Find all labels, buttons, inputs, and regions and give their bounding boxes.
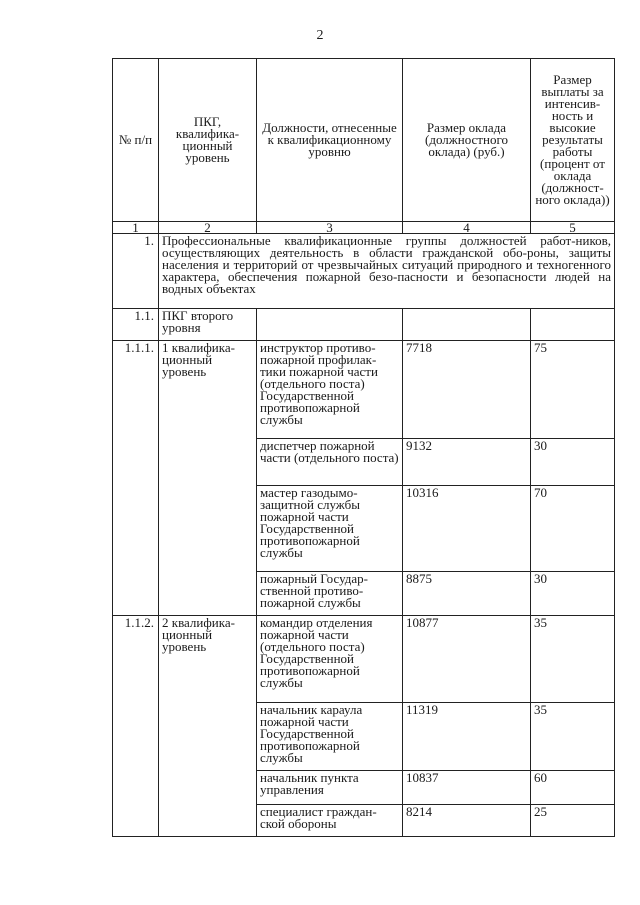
- salary-cell: 8875: [403, 572, 531, 616]
- salary-cell: 9132: [403, 439, 531, 486]
- empty-cell: [403, 309, 531, 341]
- section-number: 1.: [113, 234, 159, 309]
- header-col-pkg: ПКГ, квалифика-ционный уровень: [159, 59, 257, 222]
- percent-cell: 25: [531, 805, 615, 837]
- percent-cell: 35: [531, 616, 615, 703]
- level-number: 1.1.2.: [113, 616, 159, 837]
- header-col-bonus: Размер выплаты за интенсив-ность и высокие результаты работы (процент от оклада (должност-ного оклада)): [531, 59, 615, 222]
- salary-table: [112, 58, 615, 837]
- pkg-row: [113, 309, 615, 341]
- percent-cell: 30: [531, 572, 615, 616]
- position-cell: командир отделения пожарной части (отдельного поста) Государственной противопожарной службы: [257, 616, 403, 703]
- position-cell: пожарный Государ-ственной противо-пожарной службы: [257, 572, 403, 616]
- page-number: 2: [316, 28, 324, 43]
- salary-cell: 10877: [403, 616, 531, 703]
- column-number: 1: [113, 222, 159, 234]
- section-row: [113, 234, 615, 309]
- position-cell: инструктор противо-пожарной профилак-тики пожарной части (отдельного поста) Государственной противопожарной службы: [257, 341, 403, 439]
- percent-cell: 75: [531, 341, 615, 439]
- percent-cell: 30: [531, 439, 615, 486]
- salary-cell: 10837: [403, 771, 531, 805]
- position-cell: специалист граждан-ской обороны: [257, 805, 403, 837]
- salary-cell: 10316: [403, 486, 531, 572]
- percent-cell: 70: [531, 486, 615, 572]
- column-number: 2: [159, 222, 257, 234]
- column-numbers-row: [113, 222, 615, 234]
- header-col-position: Должности, отнесенные к квалификационному уровню: [257, 59, 403, 222]
- column-number: 4: [403, 222, 531, 234]
- level-number: 1.1.1.: [113, 341, 159, 616]
- percent-cell: 60: [531, 771, 615, 805]
- pkg-number: 1.1.: [113, 309, 159, 341]
- header-row: [113, 59, 615, 222]
- empty-cell: [257, 309, 403, 341]
- header-col-number: № п/п: [113, 59, 159, 222]
- salary-cell: 7718: [403, 341, 531, 439]
- section-title: Профессиональные квалификационные группы должностей работ-ников, осуществляющих деятельность в области гражданской обо-роны, защиты населения и территорий от чрезвычайных ситуаций природного и техногенного характера, обеспечения пожарной безо-пасности и безопасности людей на водных объектах: [159, 234, 615, 309]
- position-cell: начальник караула пожарной части Государственной противопожарной службы: [257, 703, 403, 771]
- column-number: 3: [257, 222, 403, 234]
- salary-cell: 8214: [403, 805, 531, 837]
- position-cell: начальник пункта управления: [257, 771, 403, 805]
- level-title: 1 квалифика-ционный уровень: [159, 341, 257, 616]
- empty-cell: [531, 309, 615, 341]
- pkg-title: ПКГ второго уровня: [159, 309, 257, 341]
- position-cell: диспетчер пожарной части (отдельного поста): [257, 439, 403, 486]
- header-col-salary: Размер оклада (должностного оклада) (руб.): [403, 59, 531, 222]
- column-number: 5: [531, 222, 615, 234]
- salary-cell: 11319: [403, 703, 531, 771]
- table-row: [113, 341, 615, 439]
- level-title: 2 квалифика-ционный уровень: [159, 616, 257, 837]
- percent-cell: 35: [531, 703, 615, 771]
- position-cell: мастер газодымо-защитной службы пожарной части Государственной противопожарной службы: [257, 486, 403, 572]
- table-row: [113, 616, 615, 703]
